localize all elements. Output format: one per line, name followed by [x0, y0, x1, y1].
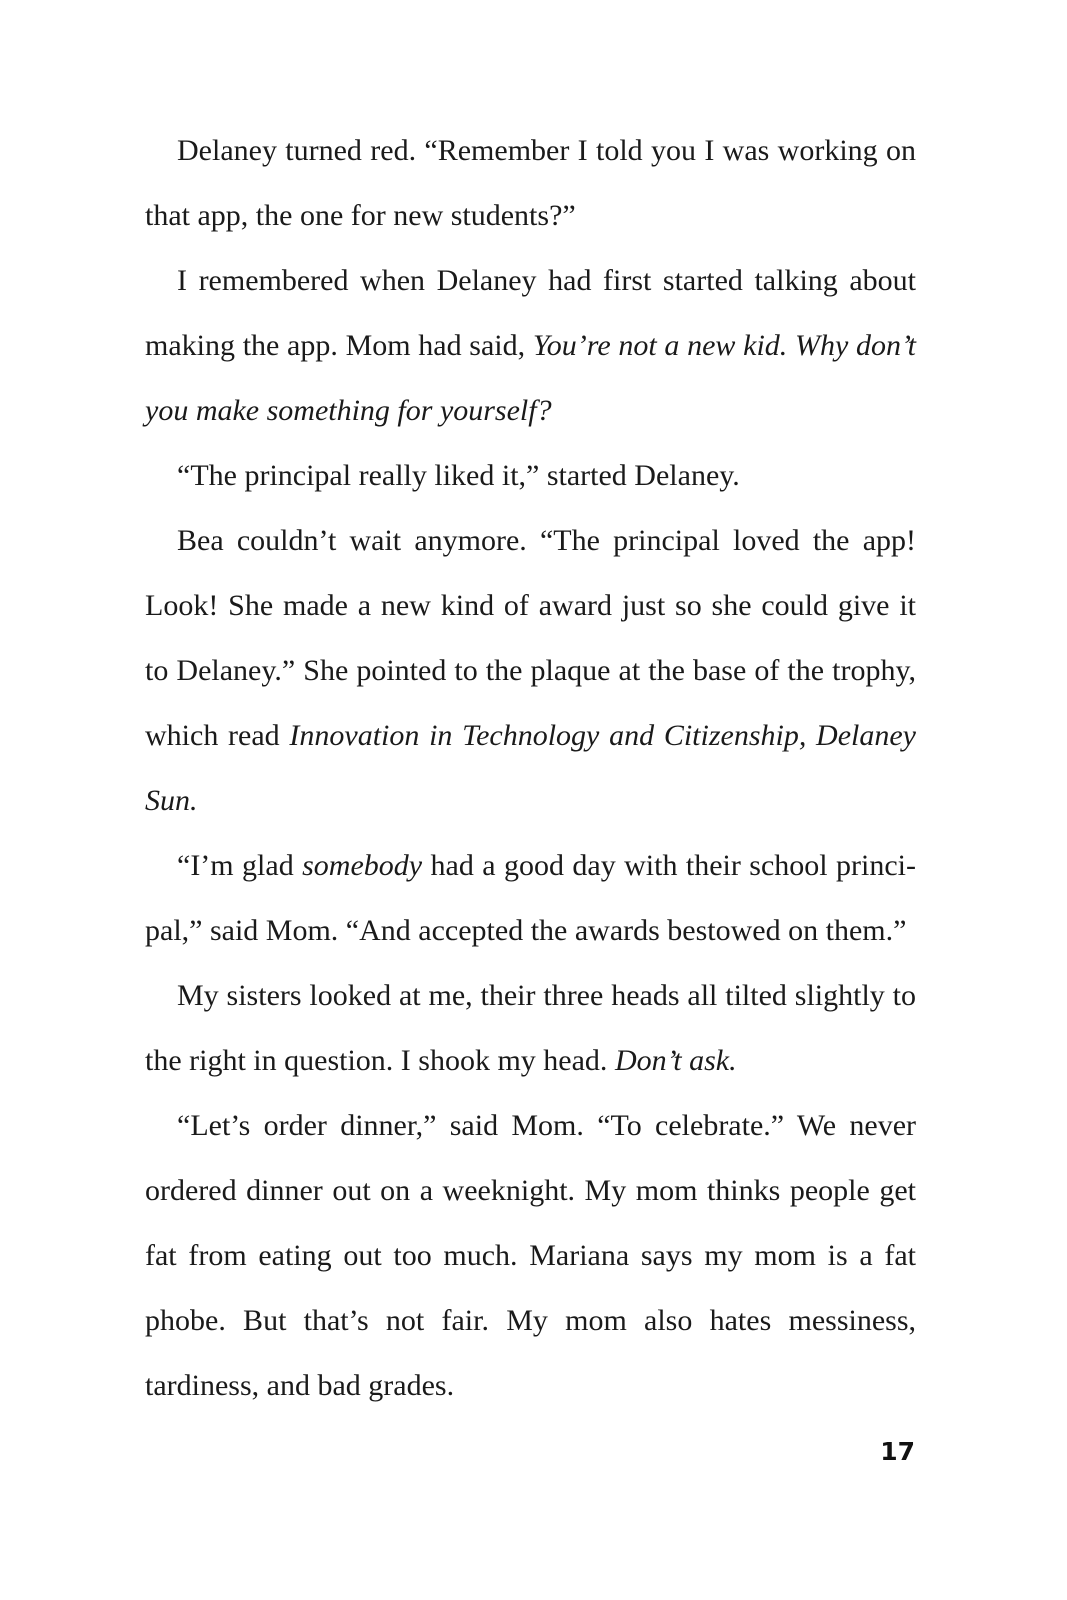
- text-run: had a good day with their school principal,” said Mom. “And accepted the awards bestowed on them.”: [145, 849, 917, 947]
- italic-text-run: Innovation in Technology and Citizenship, Delaney Sun.: [145, 719, 917, 817]
- italic-text-run: You’re not a new kid. Why don’t you make something for yourself?: [145, 329, 916, 427]
- text-run: Delaney turned red. “Remember I told you I was working on that app, the one for new students?”: [145, 134, 916, 232]
- paragraph: [145, 508, 916, 833]
- page-number: 17: [880, 1437, 915, 1466]
- text-run: “The principal really liked it,” started Delaney.: [177, 459, 740, 492]
- text-run: I remembered when Delaney had first started talking about making the app. Mom had said,: [145, 264, 916, 362]
- paragraph: [145, 963, 916, 1093]
- paragraph: [145, 1093, 916, 1418]
- paragraph: [145, 443, 916, 508]
- body-text: [145, 118, 916, 1418]
- text-run: “Let’s order dinner,” said Mom. “To celebrate.” We never ordered dinner out on a weeknight. My mom thinks people get fat from eating out too much. Mariana says my mom is a fat phobe. But that’s not fair. My mom also hates messiness, tardiness, and bad grades.: [145, 1109, 916, 1402]
- paragraph: [145, 118, 916, 248]
- paragraph: [145, 833, 916, 963]
- text-run: Bea couldn’t wait anymore. “The principal loved the app! Look! She made a new kind of award just so she could give it to Delaney.” She pointed to the plaque at the base of the trophy, which read: [145, 524, 916, 752]
- text-run: “I’m glad: [177, 849, 303, 882]
- text-run: My sisters looked at me, their three heads all tilted slightly to the right in question. I shook my head.: [145, 979, 916, 1077]
- paragraph: [145, 248, 916, 443]
- italic-text-run: somebody: [302, 849, 423, 882]
- italic-text-run: Don’t ask.: [614, 1044, 737, 1077]
